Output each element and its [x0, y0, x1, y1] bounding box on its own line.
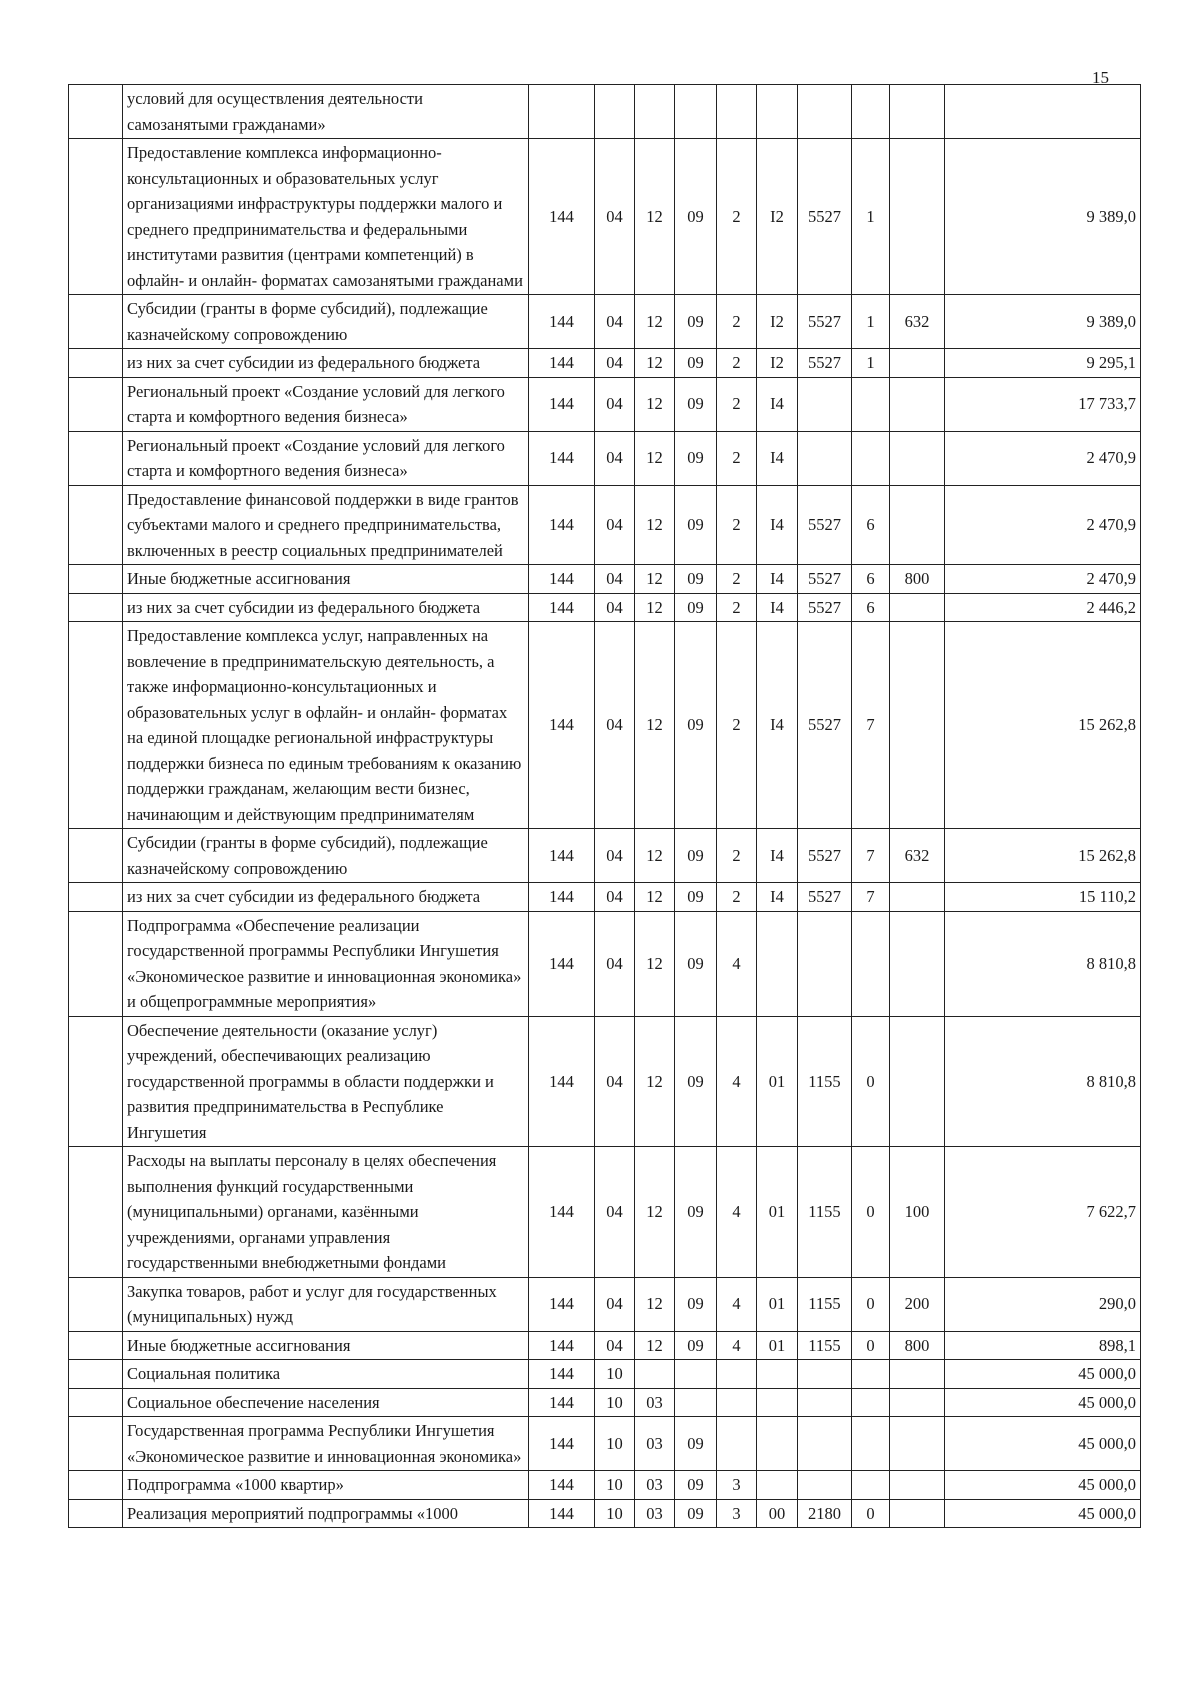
program-code-cell: 09	[675, 1016, 717, 1147]
direction-sub-code-cell: 1	[852, 295, 890, 349]
measure-code-cell: 00	[757, 1499, 798, 1528]
department-code-cell: 144	[529, 1331, 595, 1360]
table-row	[69, 1388, 1141, 1417]
direction-sub-code-cell	[852, 1360, 890, 1389]
row-number-cell	[69, 139, 123, 295]
measure-code-cell	[757, 1471, 798, 1500]
amount-cell: 17 733,7	[945, 377, 1141, 431]
subsection-code-cell	[635, 1360, 675, 1389]
measure-code-cell: I4	[757, 485, 798, 565]
direction-sub-code-cell: 6	[852, 485, 890, 565]
department-code-cell: 144	[529, 1388, 595, 1417]
department-code-cell: 144	[529, 911, 595, 1016]
subsection-code-cell: 12	[635, 1277, 675, 1331]
subprogram-code-cell	[717, 1388, 757, 1417]
row-number-cell	[69, 1331, 123, 1360]
subsection-code-cell: 03	[635, 1499, 675, 1528]
program-code-cell: 09	[675, 565, 717, 594]
row-number-cell	[69, 1147, 123, 1278]
direction-sub-code-cell: 0	[852, 1277, 890, 1331]
subprogram-code-cell: 4	[717, 1016, 757, 1147]
item-name-cell: из них за счет субсидии из федерального бюджета	[123, 349, 529, 378]
direction-sub-code-cell: 0	[852, 1331, 890, 1360]
row-number-cell	[69, 829, 123, 883]
row-number-cell	[69, 431, 123, 485]
subprogram-code-cell: 2	[717, 565, 757, 594]
section-code-cell: 04	[595, 139, 635, 295]
amount-cell: 898,1	[945, 1331, 1141, 1360]
row-number-cell	[69, 593, 123, 622]
subsection-code-cell: 03	[635, 1471, 675, 1500]
department-code-cell: 144	[529, 829, 595, 883]
department-code-cell: 144	[529, 622, 595, 829]
measure-code-cell	[757, 911, 798, 1016]
department-code-cell: 144	[529, 1277, 595, 1331]
table-row	[69, 622, 1141, 829]
amount-cell: 8 810,8	[945, 911, 1141, 1016]
direction-code-cell: 1155	[798, 1331, 852, 1360]
subprogram-code-cell: 4	[717, 1277, 757, 1331]
direction-code-cell: 5527	[798, 593, 852, 622]
department-code-cell: 144	[529, 883, 595, 912]
program-code-cell: 09	[675, 485, 717, 565]
program-code-cell: 09	[675, 883, 717, 912]
table-row	[69, 1499, 1141, 1528]
section-code-cell: 04	[595, 622, 635, 829]
direction-code-cell: 5527	[798, 829, 852, 883]
table-row	[69, 485, 1141, 565]
department-code-cell: 144	[529, 1417, 595, 1471]
direction-code-cell: 1155	[798, 1277, 852, 1331]
measure-code-cell: 01	[757, 1331, 798, 1360]
direction-sub-code-cell: 0	[852, 1147, 890, 1278]
measure-code-cell: I2	[757, 295, 798, 349]
measure-code-cell: I2	[757, 349, 798, 378]
table-row	[69, 829, 1141, 883]
table-row	[69, 565, 1141, 594]
table-row	[69, 349, 1141, 378]
program-code-cell: 09	[675, 377, 717, 431]
direction-sub-code-cell	[852, 1471, 890, 1500]
amount-cell: 7 622,7	[945, 1147, 1141, 1278]
expense-type-code-cell	[890, 1388, 945, 1417]
direction-code-cell: 1155	[798, 1147, 852, 1278]
direction-code-cell: 5527	[798, 565, 852, 594]
expense-type-code-cell	[890, 349, 945, 378]
amount-cell: 15 110,2	[945, 883, 1141, 912]
amount-cell: 45 000,0	[945, 1360, 1141, 1389]
row-number-cell	[69, 565, 123, 594]
program-code-cell	[675, 85, 717, 139]
direction-sub-code-cell	[852, 431, 890, 485]
item-name-cell: Региональный проект «Создание условий для легкого старта и комфортного ведения бизнеса»	[123, 431, 529, 485]
department-code-cell: 144	[529, 349, 595, 378]
item-name-cell: Предоставление комплекса информационно-консультационных и образовательных услуг организациями инфраструктуры поддержки малого и среднего предпринимательства и федеральными институтами развития (центрами компетенций) в офлайн- и онлайн- форматах самозанятыми гражданами	[123, 139, 529, 295]
row-number-cell	[69, 1471, 123, 1500]
item-name-cell: из них за счет субсидии из федерального бюджета	[123, 883, 529, 912]
subprogram-code-cell	[717, 1417, 757, 1471]
expense-type-code-cell	[890, 377, 945, 431]
table-row	[69, 593, 1141, 622]
measure-code-cell: I2	[757, 139, 798, 295]
program-code-cell: 09	[675, 139, 717, 295]
direction-sub-code-cell: 7	[852, 829, 890, 883]
item-name-cell: Иные бюджетные ассигнования	[123, 1331, 529, 1360]
section-code-cell: 04	[595, 565, 635, 594]
section-code-cell: 04	[595, 911, 635, 1016]
subsection-code-cell: 03	[635, 1417, 675, 1471]
subprogram-code-cell: 2	[717, 829, 757, 883]
program-code-cell: 09	[675, 1471, 717, 1500]
measure-code-cell: I4	[757, 622, 798, 829]
expense-type-code-cell	[890, 431, 945, 485]
amount-cell: 45 000,0	[945, 1471, 1141, 1500]
row-number-cell	[69, 485, 123, 565]
subsection-code-cell: 12	[635, 349, 675, 378]
department-code-cell: 144	[529, 139, 595, 295]
section-code-cell: 04	[595, 431, 635, 485]
direction-code-cell: 5527	[798, 139, 852, 295]
section-code-cell: 04	[595, 829, 635, 883]
direction-sub-code-cell	[852, 911, 890, 1016]
direction-code-cell	[798, 377, 852, 431]
program-code-cell: 09	[675, 1499, 717, 1528]
expense-type-code-cell	[890, 85, 945, 139]
direction-code-cell	[798, 1360, 852, 1389]
direction-code-cell: 5527	[798, 883, 852, 912]
direction-code-cell	[798, 1417, 852, 1471]
amount-cell: 15 262,8	[945, 622, 1141, 829]
direction-code-cell	[798, 85, 852, 139]
amount-cell: 45 000,0	[945, 1388, 1141, 1417]
item-name-cell: Государственная программа Республики Ингушетия «Экономическое развитие и инновационная экономика»	[123, 1417, 529, 1471]
direction-sub-code-cell: 6	[852, 565, 890, 594]
section-code-cell: 04	[595, 295, 635, 349]
measure-code-cell: I4	[757, 883, 798, 912]
expense-type-code-cell	[890, 1360, 945, 1389]
row-number-cell	[69, 1277, 123, 1331]
program-code-cell	[675, 1388, 717, 1417]
subsection-code-cell: 12	[635, 622, 675, 829]
measure-code-cell	[757, 1388, 798, 1417]
row-number-cell	[69, 1360, 123, 1389]
item-name-cell: Предоставление комплекса услуг, направленных на вовлечение в предпринимательскую деятельность, а также информационно-консультационных и образовательных услуг в офлайн- и онлайн- форматах на единой площадке региональной инфраструктуры поддержки бизнеса по единым требованиям к оказанию поддержки гражданам, желающим вести бизнес, начинающим и действующим предпринимателям	[123, 622, 529, 829]
section-code-cell: 04	[595, 377, 635, 431]
section-code-cell: 04	[595, 1331, 635, 1360]
subsection-code-cell: 03	[635, 1388, 675, 1417]
subprogram-code-cell: 2	[717, 139, 757, 295]
table-row	[69, 139, 1141, 295]
amount-cell: 9 389,0	[945, 295, 1141, 349]
measure-code-cell: I4	[757, 565, 798, 594]
section-code-cell: 04	[595, 485, 635, 565]
subprogram-code-cell: 2	[717, 883, 757, 912]
department-code-cell: 144	[529, 565, 595, 594]
budget-table	[68, 84, 1141, 1528]
amount-cell: 15 262,8	[945, 829, 1141, 883]
subsection-code-cell: 12	[635, 295, 675, 349]
direction-code-cell: 5527	[798, 622, 852, 829]
subprogram-code-cell: 2	[717, 485, 757, 565]
amount-cell: 8 810,8	[945, 1016, 1141, 1147]
section-code-cell: 04	[595, 593, 635, 622]
direction-code-cell: 2180	[798, 1499, 852, 1528]
subsection-code-cell: 12	[635, 377, 675, 431]
amount-cell	[945, 85, 1141, 139]
measure-code-cell: I4	[757, 829, 798, 883]
section-code-cell: 04	[595, 1147, 635, 1278]
program-code-cell: 09	[675, 1417, 717, 1471]
direction-sub-code-cell: 1	[852, 349, 890, 378]
subprogram-code-cell: 3	[717, 1471, 757, 1500]
subsection-code-cell: 12	[635, 139, 675, 295]
subprogram-code-cell: 2	[717, 431, 757, 485]
expense-type-code-cell	[890, 1417, 945, 1471]
measure-code-cell: 01	[757, 1016, 798, 1147]
expense-type-code-cell: 800	[890, 1331, 945, 1360]
direction-code-cell: 5527	[798, 349, 852, 378]
program-code-cell: 09	[675, 1331, 717, 1360]
expense-type-code-cell: 800	[890, 565, 945, 594]
department-code-cell: 144	[529, 431, 595, 485]
program-code-cell: 09	[675, 829, 717, 883]
item-name-cell: Реализация мероприятий подпрограммы «1000	[123, 1499, 529, 1528]
program-code-cell: 09	[675, 911, 717, 1016]
item-name-cell: Субсидии (гранты в форме субсидий), подлежащие казначейскому сопровождению	[123, 295, 529, 349]
table-row	[69, 377, 1141, 431]
item-name-cell: Закупка товаров, работ и услуг для государственных (муниципальных) нужд	[123, 1277, 529, 1331]
item-name-cell: Социальное обеспечение населения	[123, 1388, 529, 1417]
row-number-cell	[69, 622, 123, 829]
table-row	[69, 1016, 1141, 1147]
direction-code-cell: 1155	[798, 1016, 852, 1147]
subprogram-code-cell: 3	[717, 1499, 757, 1528]
direction-sub-code-cell: 0	[852, 1499, 890, 1528]
expense-type-code-cell: 200	[890, 1277, 945, 1331]
direction-sub-code-cell	[852, 377, 890, 431]
subsection-code-cell: 12	[635, 565, 675, 594]
row-number-cell	[69, 377, 123, 431]
amount-cell: 2 470,9	[945, 485, 1141, 565]
amount-cell: 2 470,9	[945, 565, 1141, 594]
amount-cell: 9 295,1	[945, 349, 1141, 378]
section-code-cell: 04	[595, 1277, 635, 1331]
department-code-cell: 144	[529, 377, 595, 431]
measure-code-cell: I4	[757, 377, 798, 431]
subprogram-code-cell: 2	[717, 377, 757, 431]
row-number-cell	[69, 1499, 123, 1528]
item-name-cell: Подпрограмма «Обеспечение реализации государственной программы Республики Ингушетия «Экономическое развитие и инновационная экономика» и общепрограммные мероприятия»	[123, 911, 529, 1016]
section-code-cell: 10	[595, 1388, 635, 1417]
subprogram-code-cell: 4	[717, 911, 757, 1016]
program-code-cell: 09	[675, 593, 717, 622]
amount-cell: 9 389,0	[945, 139, 1141, 295]
row-number-cell	[69, 1417, 123, 1471]
subprogram-code-cell	[717, 1360, 757, 1389]
subsection-code-cell: 12	[635, 883, 675, 912]
row-number-cell	[69, 85, 123, 139]
item-name-cell: условий для осуществления деятельности самозанятыми гражданами»	[123, 85, 529, 139]
department-code-cell: 144	[529, 1471, 595, 1500]
subsection-code-cell: 12	[635, 1147, 675, 1278]
section-code-cell: 04	[595, 1016, 635, 1147]
department-code-cell: 144	[529, 1499, 595, 1528]
direction-code-cell: 5527	[798, 485, 852, 565]
direction-code-cell: 5527	[798, 295, 852, 349]
subprogram-code-cell: 4	[717, 1147, 757, 1278]
direction-sub-code-cell	[852, 1417, 890, 1471]
direction-code-cell	[798, 1471, 852, 1500]
section-code-cell: 04	[595, 349, 635, 378]
item-name-cell: Подпрограмма «1000 квартир»	[123, 1471, 529, 1500]
section-code-cell: 04	[595, 883, 635, 912]
department-code-cell: 144	[529, 485, 595, 565]
amount-cell: 45 000,0	[945, 1499, 1141, 1528]
item-name-cell: Расходы на выплаты персоналу в целях обеспечения выполнения функций государственными (муниципальными) органами, казёнными учреждениями, органами управления государственными внебюджетными фондами	[123, 1147, 529, 1278]
page-number: 15	[1092, 68, 1109, 87]
amount-cell: 2 470,9	[945, 431, 1141, 485]
measure-code-cell: 01	[757, 1147, 798, 1278]
row-number-cell	[69, 295, 123, 349]
row-number-cell	[69, 1388, 123, 1417]
table-row	[69, 1417, 1141, 1471]
row-number-cell	[69, 911, 123, 1016]
department-code-cell	[529, 85, 595, 139]
subprogram-code-cell: 2	[717, 622, 757, 829]
row-number-cell	[69, 1016, 123, 1147]
expense-type-code-cell	[890, 1499, 945, 1528]
table-row	[69, 883, 1141, 912]
table-row	[69, 295, 1141, 349]
measure-code-cell	[757, 1417, 798, 1471]
table-row	[69, 1277, 1141, 1331]
item-name-cell: Иные бюджетные ассигнования	[123, 565, 529, 594]
section-code-cell: 10	[595, 1360, 635, 1389]
subsection-code-cell: 12	[635, 1331, 675, 1360]
expense-type-code-cell: 632	[890, 829, 945, 883]
table-row	[69, 431, 1141, 485]
subsection-code-cell: 12	[635, 911, 675, 1016]
section-code-cell: 10	[595, 1417, 635, 1471]
section-code-cell: 10	[595, 1471, 635, 1500]
table-row	[69, 1360, 1141, 1389]
department-code-cell: 144	[529, 593, 595, 622]
amount-cell: 45 000,0	[945, 1417, 1141, 1471]
measure-code-cell: I4	[757, 593, 798, 622]
table-body	[69, 85, 1141, 1528]
department-code-cell: 144	[529, 295, 595, 349]
item-name-cell: Обеспечение деятельности (оказание услуг) учреждений, обеспечивающих реализацию государственной программы в области поддержки и развития предпринимательства в Республике Ингушетия	[123, 1016, 529, 1147]
subsection-code-cell: 12	[635, 485, 675, 565]
expense-type-code-cell	[890, 139, 945, 295]
measure-code-cell: I4	[757, 431, 798, 485]
item-name-cell: Предоставление финансовой поддержки в виде грантов субъектами малого и среднего предпринимательства, включенных в реестр социальных предпринимателей	[123, 485, 529, 565]
program-code-cell: 09	[675, 1147, 717, 1278]
subprogram-code-cell: 2	[717, 349, 757, 378]
expense-type-code-cell: 100	[890, 1147, 945, 1278]
item-name-cell: Субсидии (гранты в форме субсидий), подлежащие казначейскому сопровождению	[123, 829, 529, 883]
expense-type-code-cell	[890, 485, 945, 565]
department-code-cell: 144	[529, 1016, 595, 1147]
subprogram-code-cell	[717, 85, 757, 139]
item-name-cell: из них за счет субсидии из федерального бюджета	[123, 593, 529, 622]
row-number-cell	[69, 349, 123, 378]
section-code-cell	[595, 85, 635, 139]
direction-sub-code-cell: 7	[852, 622, 890, 829]
program-code-cell	[675, 1360, 717, 1389]
direction-sub-code-cell: 6	[852, 593, 890, 622]
expense-type-code-cell	[890, 911, 945, 1016]
subsection-code-cell	[635, 85, 675, 139]
direction-sub-code-cell: 7	[852, 883, 890, 912]
amount-cell: 290,0	[945, 1277, 1141, 1331]
item-name-cell: Региональный проект «Создание условий для легкого старта и комфортного ведения бизнеса»	[123, 377, 529, 431]
expense-type-code-cell	[890, 593, 945, 622]
measure-code-cell	[757, 85, 798, 139]
direction-sub-code-cell	[852, 85, 890, 139]
table-row	[69, 1331, 1141, 1360]
subprogram-code-cell: 4	[717, 1331, 757, 1360]
direction-sub-code-cell: 1	[852, 139, 890, 295]
table-row	[69, 911, 1141, 1016]
subprogram-code-cell: 2	[717, 295, 757, 349]
direction-sub-code-cell	[852, 1388, 890, 1417]
subsection-code-cell: 12	[635, 1016, 675, 1147]
subsection-code-cell: 12	[635, 829, 675, 883]
section-code-cell: 10	[595, 1499, 635, 1528]
program-code-cell: 09	[675, 1277, 717, 1331]
measure-code-cell	[757, 1360, 798, 1389]
table-row	[69, 1147, 1141, 1278]
expense-type-code-cell: 632	[890, 295, 945, 349]
expense-type-code-cell	[890, 1016, 945, 1147]
department-code-cell: 144	[529, 1360, 595, 1389]
item-name-cell: Социальная политика	[123, 1360, 529, 1389]
expense-type-code-cell	[890, 1471, 945, 1500]
program-code-cell: 09	[675, 349, 717, 378]
direction-code-cell	[798, 1388, 852, 1417]
row-number-cell	[69, 883, 123, 912]
program-code-cell: 09	[675, 295, 717, 349]
table-row	[69, 85, 1141, 139]
direction-sub-code-cell: 0	[852, 1016, 890, 1147]
table-row	[69, 1471, 1141, 1500]
measure-code-cell: 01	[757, 1277, 798, 1331]
subprogram-code-cell: 2	[717, 593, 757, 622]
program-code-cell: 09	[675, 431, 717, 485]
direction-code-cell	[798, 431, 852, 485]
direction-code-cell	[798, 911, 852, 1016]
subsection-code-cell: 12	[635, 431, 675, 485]
department-code-cell: 144	[529, 1147, 595, 1278]
expense-type-code-cell	[890, 883, 945, 912]
subsection-code-cell: 12	[635, 593, 675, 622]
program-code-cell: 09	[675, 622, 717, 829]
expense-type-code-cell	[890, 622, 945, 829]
amount-cell: 2 446,2	[945, 593, 1141, 622]
